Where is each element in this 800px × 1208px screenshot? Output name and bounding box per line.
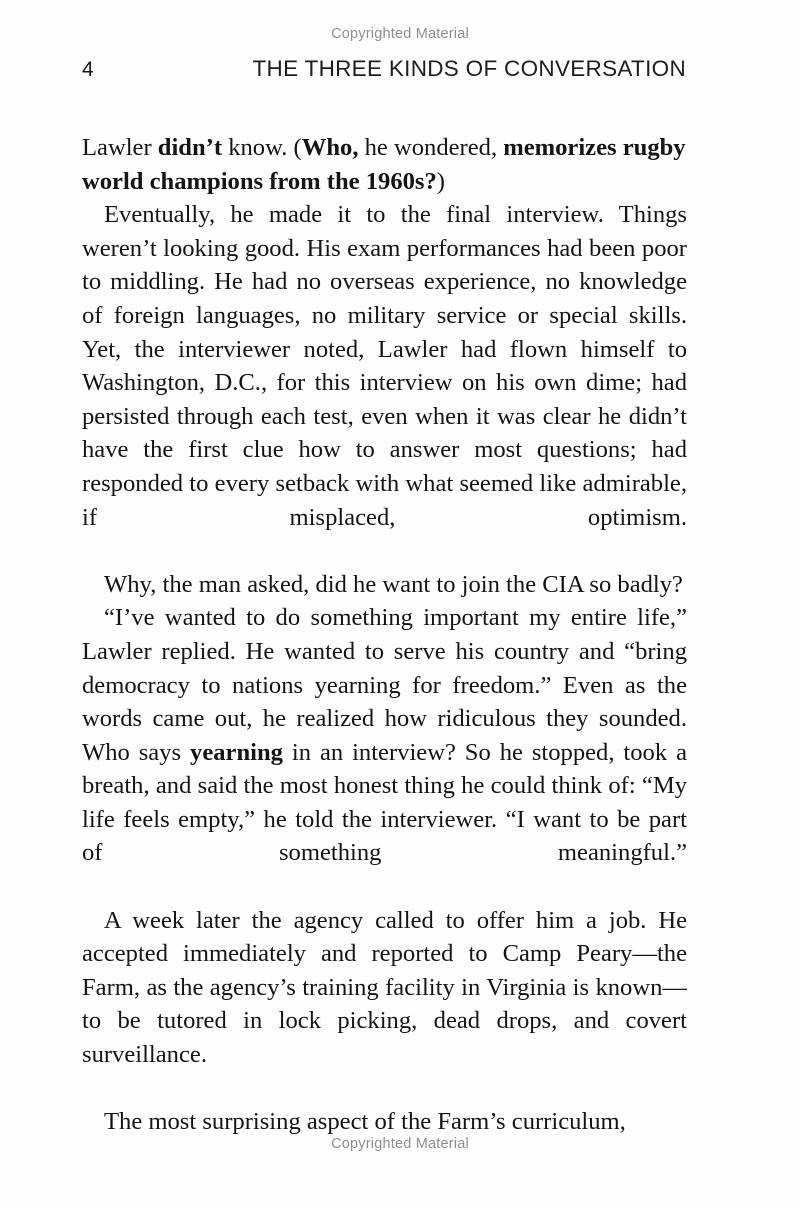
emphasis-bold: memorizes rugby world champions from the 1960s? xyxy=(82,134,686,195)
text-run: A week later the agency called to offer him a job. He accepted immediately and reported to Camp Peary—the Farm, as the agency’s training facility in Virginia is known—to be tutored in lock picking, dead drops, and covert surveillance. xyxy=(82,906,687,1069)
text-run: The most surprising aspect of the Farm’s curriculum, xyxy=(104,1108,626,1136)
text-run: Eventually, he made it to the final interview. Things weren’t looking good. His exam performances had been poor to middling. He had no overseas experience, no knowledge of foreign languages, no military service or special skills. Yet, the interviewer noted, Lawler had flown himself to Washington, D.C., for this interview on his own dime; had persisted through each test, even when it was clear he didn’t have the first clue how to answer most questions; had responded to every setback with what seemed like admirable, if misplaced, optimism. xyxy=(82,201,687,531)
text-run: ) xyxy=(436,167,445,195)
copyright-watermark-top: Copyrighted Material xyxy=(331,26,469,42)
body-paragraph xyxy=(82,601,687,903)
body-paragraph xyxy=(82,198,687,568)
text-run: Why, the man asked, did he want to join the CIA so badly? xyxy=(104,570,683,598)
emphasis-bold: didn’t xyxy=(157,134,223,161)
body-paragraph xyxy=(82,131,687,198)
body-text-column xyxy=(82,131,687,1139)
chapter-running-title: THE THREE KINDS OF CONVERSATION xyxy=(252,56,686,81)
copyright-watermark-bottom: Copyrighted Material xyxy=(331,1136,469,1152)
running-head xyxy=(82,58,686,90)
text-run: know. ( xyxy=(222,134,302,161)
body-paragraph xyxy=(82,1105,687,1139)
text-run: “I’ve wanted to do something important my entire life,” Lawler replied. He wanted to serve his country and “bring democracy to nations yearning for freedom.” Even as the words came out, he realized how ridiculous they sounded. Who says xyxy=(82,604,687,766)
body-paragraph xyxy=(82,904,687,1106)
body-paragraph xyxy=(82,568,687,602)
page-number: 4 xyxy=(82,58,94,81)
emphasis-bold: yearning xyxy=(190,738,283,766)
text-run: he wondered, xyxy=(358,134,504,161)
emphasis-bold: Who, xyxy=(301,134,359,161)
text-run: Lawler xyxy=(82,134,158,161)
text-run: in an interview? So he stopped, took a breath, and said the most honest thing he could think of: “My life feels empty,” he told the interviewer. “I want to be part of something meaningful.” xyxy=(82,738,687,867)
